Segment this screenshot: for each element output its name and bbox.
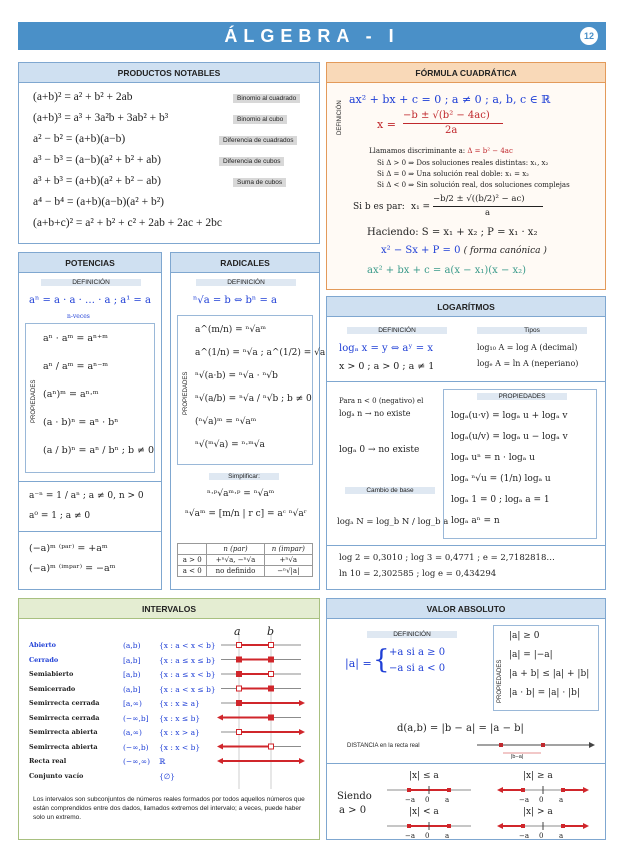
potencias-divider xyxy=(19,481,161,482)
arrow-left xyxy=(217,715,223,721)
interval-endpoint xyxy=(269,744,274,749)
interval-endpoint xyxy=(269,686,274,691)
va-prop: |a · b| = |a| · |b| xyxy=(509,688,580,698)
va-tick-label: a xyxy=(559,832,564,840)
producto-label: Suma de cubos xyxy=(233,178,286,187)
va-def-label: DEFINICIÓN xyxy=(367,631,457,638)
logaritmos-panel xyxy=(326,296,606,590)
log-prop: logₐ aⁿ = n xyxy=(451,516,500,526)
rad-table-row xyxy=(178,566,313,577)
disc-def: Δ = b² − 4ac xyxy=(467,147,513,155)
log-def-cond: x > 0 ; a > 0 ; a ≠ 1 xyxy=(339,361,435,372)
intervalo-set: {x : a ≤ x ≤ b} xyxy=(159,655,216,665)
canonica: x² − Sx + P = 0 xyxy=(381,245,461,256)
producto-label: Binomio al cuadrado xyxy=(233,94,300,103)
disc-case-1: Si Δ > 0 ⇒ Dos soluciones reales distintas: x₁, x₂ xyxy=(377,159,549,167)
potencias-impar: (−a)ᵐ ⁽ⁱᵐᵖᵃʳ⁾ = −aᵐ xyxy=(29,563,116,574)
rad-table-cell: a > 0 xyxy=(178,555,207,566)
intervalo-notation: (−∞,∞) xyxy=(123,757,151,766)
intervalo-set: {x : a < x ≤ b} xyxy=(159,684,216,694)
va-dist-mark: |b−a| xyxy=(511,754,524,760)
producto-formula: a³ − b³ = (a−b)(a² + b² + ab) xyxy=(33,154,161,166)
bpar-den: a xyxy=(485,208,491,218)
intervalo-set: {x : x > a} xyxy=(159,728,200,737)
va-tick-label: −a xyxy=(519,796,530,804)
valor-absoluto-panel xyxy=(326,598,606,840)
potencias-zero: a⁰ = 1 ; a ≠ 0 xyxy=(29,511,91,521)
interval-endpoint xyxy=(237,643,242,648)
va-tick-label: 0 xyxy=(539,796,544,804)
intervalo-notation: [a,b) xyxy=(123,670,141,679)
potencias-panel xyxy=(18,252,162,590)
col-b: b xyxy=(267,625,275,638)
intervalo-name: Cerrado xyxy=(29,655,59,664)
haciendo: Haciendo: S = x₁ + x₂ ; P = x₁ · x₂ xyxy=(367,227,538,238)
va-divider xyxy=(327,763,605,764)
productos-panel xyxy=(18,62,320,244)
va-prop: |a + b| ≤ |a| + |b| xyxy=(509,669,590,679)
log-zero: logₐ 0 → no existe xyxy=(339,445,420,455)
va-tick-label: −a xyxy=(405,796,416,804)
producto-formula: (a+b+c)² = a² + b² + c² + 2ab + 2ac + 2bc xyxy=(33,217,222,229)
radical-prop: a^(m/n) = ⁿ√aᵐ xyxy=(195,325,267,335)
intervalo-name: Semirrecta abierta xyxy=(29,728,98,736)
intervalo-name: Semirrecta cerrada xyxy=(29,713,100,722)
radical-prop: ⁿ√(a·b) = ⁿ√a · ⁿ√b xyxy=(195,371,278,381)
potencia-prop: (a · b)ⁿ = aⁿ · bⁿ xyxy=(43,417,119,428)
log-divider-2 xyxy=(327,545,605,546)
disc-intro xyxy=(369,147,513,155)
intervalo-set: {x : a < x < b} xyxy=(159,641,216,650)
bpar-num: −b/2 ± √((b/2)² − ac) xyxy=(433,194,525,204)
potencias-neg: a⁻ⁿ = 1 / aⁿ ; a ≠ 0, n > 0 xyxy=(29,491,144,501)
va-tick-label: −a xyxy=(405,832,416,840)
radicales-def-label: DEFINICIÓN xyxy=(196,279,296,286)
arrow-left xyxy=(217,758,223,764)
intervalo-set: {∅} xyxy=(159,771,176,781)
intervalo-name: Semicerrado xyxy=(29,684,76,693)
bpar-lhs: x₁ = xyxy=(411,202,431,212)
rad-table-cell: a < 0 xyxy=(178,566,207,577)
log-prop: logₐ(u·v) = logₐ u + logₐ v xyxy=(451,411,568,421)
cuadratica-def-label: DEFINICIÓN xyxy=(337,100,343,135)
potencias-divider-2 xyxy=(19,531,161,532)
va-tick-label: a xyxy=(445,832,450,840)
va-dist: d(a,b) = |b − a| = |a − b| xyxy=(397,723,524,734)
arrow-right xyxy=(299,729,305,735)
log-neg-a: Para n < 0 (negativo) el xyxy=(339,397,424,405)
producto-label: Diferencia de cuadrados xyxy=(219,136,297,145)
cuadratica-eq: ax² + bx + c = 0 ; a ≠ 0 ; a, b, c ∈ ℝ xyxy=(349,93,551,106)
intervalos-title: INTERVALOS xyxy=(19,599,319,619)
va-ineq-label: |x| ≤ a xyxy=(409,771,439,781)
interval-endpoint xyxy=(237,730,242,735)
rad-table-cell: −ⁿ√|a| xyxy=(264,566,312,577)
va-tick-label: 0 xyxy=(425,796,430,804)
intervalo-notation: (a,b] xyxy=(123,684,141,694)
log-prop: logₐ uⁿ = n · logₐ u xyxy=(451,453,535,463)
canonica-row xyxy=(381,245,547,256)
log-divider xyxy=(327,381,605,382)
potencia-prop: (aⁿ)ᵐ = aⁿ·ᵐ xyxy=(43,389,99,400)
bpar-bar xyxy=(433,206,543,207)
potencia-prop: aⁿ / aᵐ = aⁿ⁻ᵐ xyxy=(43,361,109,372)
intervalos-panel xyxy=(18,598,320,840)
factor: ax² + bx + c = a(x − x₁)(x − x₂) xyxy=(367,265,527,276)
radicales-prop-label: PROPIEDADES xyxy=(183,371,189,415)
interval-endpoint xyxy=(237,657,242,662)
va-tick-label: 0 xyxy=(425,832,430,840)
page-number: 12 xyxy=(580,27,598,45)
va-ineq-label: |x| > a xyxy=(523,807,553,817)
cuadratica-x-den: 2a xyxy=(445,125,458,136)
cuadratica-title: FÓRMULA CUADRÁTICA xyxy=(327,63,605,83)
log-def-label: DEFINICIÓN xyxy=(347,327,447,334)
log-tipo-2: logₑ A = ln A (neperiano) xyxy=(477,359,579,368)
potencias-def: aⁿ = a · a · … · a ; a¹ = a xyxy=(29,295,151,306)
intervalos-note: Los intervalos son subconjuntos de números reales formados por todos aquellos números que están comprendidos entre dos dados, llamados extremos del intervalo; a veces, puede haber solo un extremo. xyxy=(33,796,305,821)
rad-table-cell: +ⁿ√a, −ⁿ√a xyxy=(207,555,264,566)
va-def-brace: { xyxy=(373,645,390,675)
log-values-1: log 2 = 0,3010 ; log 3 = 0,4771 ; e = 2,7182818… xyxy=(339,553,555,563)
radical-prop: ⁿ√(a/b) = ⁿ√a / ⁿ√b ; b ≠ 0 xyxy=(195,394,312,404)
logaritmos-title: LOGARÍTMOS xyxy=(327,297,605,317)
intervalo-notation: (−∞,b) xyxy=(123,742,149,752)
radicales-table xyxy=(177,543,313,577)
va-title: VALOR ABSOLUTO xyxy=(327,599,605,619)
cambio-label: Cambio de base xyxy=(345,487,435,494)
bpar-label: Si b es par: xyxy=(353,202,405,212)
interval-endpoint xyxy=(237,701,242,706)
log-prop: logₐ 1 = 0 ; logₐ a = 1 xyxy=(451,495,550,505)
simp-1: ⁿ·ᵖ√aᵐ·ᵖ = ⁿ√aᵐ xyxy=(207,489,275,499)
potencias-prop-label: PROPIEDADES xyxy=(31,379,37,423)
va-ineq-label: |x| ≥ a xyxy=(523,771,553,781)
producto-formula: a⁴ − b⁴ = (a+b)(a−b)(a² + b²) xyxy=(33,196,164,208)
radical-prop: (ⁿ√a)ᵐ = ⁿ√aᵐ xyxy=(195,417,257,427)
rad-table-head xyxy=(178,544,313,555)
va-def-lhs: |a| = xyxy=(345,657,372,670)
col-a: a xyxy=(234,625,241,638)
interval-endpoint xyxy=(237,672,242,677)
potencia-prop: (a / b)ⁿ = aⁿ / bⁿ ; b ≠ 0 xyxy=(43,445,155,456)
cuadratica-x-num: −b ± √(b² − 4ac) xyxy=(403,110,490,121)
producto-formula: (a+b)³ = a³ + 3a²b + 3ab² + b³ xyxy=(33,112,169,124)
arrow-left xyxy=(217,744,223,750)
log-values-2: ln 10 = 2,302585 ; log e = 0,434294 xyxy=(339,569,497,579)
interval-endpoint xyxy=(269,672,274,677)
interval-endpoint xyxy=(269,715,274,720)
producto-label: Diferencia de cubos xyxy=(219,157,284,166)
intervalo-notation: [a,∞) xyxy=(123,699,142,708)
intervalo-name: Semiabierto xyxy=(29,670,74,678)
rad-table-header xyxy=(178,544,207,555)
interval-endpoint xyxy=(237,686,242,691)
fraction-bar xyxy=(403,123,503,124)
radical-prop: a^(1/n) = ⁿ√a ; a^(1/2) = √a xyxy=(195,348,326,358)
disc-case-3: Si Δ < 0 ⇒ Sin solución real, dos soluciones complejas xyxy=(377,181,570,189)
log-prop: logₐ ⁿ√u = (1/n) logₐ u xyxy=(451,474,551,484)
rad-table-row xyxy=(178,555,313,566)
radical-prop: ⁿ√(ᵐ√a) = ⁿ·ᵐ√a xyxy=(195,440,265,450)
va-prop: |a| ≥ 0 xyxy=(509,631,540,641)
interval-endpoint xyxy=(269,643,274,648)
intervalo-name: Semirrecta abierta xyxy=(29,742,98,751)
log-prop-label: PROPIEDADES xyxy=(477,393,567,400)
va-case-2: −a si a < 0 xyxy=(389,663,446,674)
va-prop: |a| = |−a| xyxy=(509,650,553,660)
producto-formula: a³ + b³ = (a+b)(a² + b² − ab) xyxy=(33,175,161,187)
simp-label: Simplificar: xyxy=(209,473,279,480)
rad-table-header: n (impar) xyxy=(264,544,312,555)
va-siendo-2: a > 0 xyxy=(339,805,367,816)
intervalo-set: {x : a ≤ x < b} xyxy=(159,670,216,679)
va-case-1: +a si a ≥ 0 xyxy=(389,647,446,658)
cuadratica-x-lhs: x = xyxy=(377,118,396,131)
va-prop-label: PROPIEDADES xyxy=(497,659,503,703)
va-tick-label: a xyxy=(445,796,450,804)
cuadratica-panel xyxy=(326,62,606,290)
arrow-right xyxy=(299,758,305,764)
title-text: ÁLGEBRA - I xyxy=(224,26,400,46)
intervalo-name: Conjunto vacío xyxy=(29,771,84,780)
va-ineq-label: |x| < a xyxy=(409,807,439,817)
va-tick-label: −a xyxy=(519,832,530,840)
intervalo-notation: (a,∞) xyxy=(123,728,142,737)
potencias-def-note: n-veces xyxy=(67,313,90,320)
intervalo-name: Abierto xyxy=(29,641,56,649)
disc-case-2: Si Δ = 0 ⇒ Una solución real doble: x₁ = x₂ xyxy=(377,170,529,178)
log-neg-b: logₐ n → no existe xyxy=(339,409,411,418)
va-dist-line xyxy=(477,735,597,759)
intervalo-name: Semirrecta cerrada xyxy=(29,699,100,707)
potencias-par: (−a)ᵐ ⁽ᵖᵃʳ⁾ = +aᵐ xyxy=(29,543,108,554)
cambio: logₐ N = log_b N / log_b a xyxy=(337,517,449,527)
potencias-title: POTENCIAS xyxy=(19,253,161,273)
log-def: logₐ x = y ⇔ aʸ = x xyxy=(339,343,433,354)
va-siendo: Siendo xyxy=(337,791,372,802)
va-tick-label: a xyxy=(559,796,564,804)
arrow-right xyxy=(299,700,305,706)
log-tipo-1: log₁₀ A = log A (decimal) xyxy=(477,343,578,352)
intervalo-name: Recta real xyxy=(29,757,67,765)
radicales-title: RADICALES xyxy=(171,253,319,273)
log-prop: logₐ(u/v) = logₐ u − logₐ v xyxy=(451,432,568,442)
disc-intro-text: Llamamos discriminante a: xyxy=(369,147,466,155)
radicales-panel xyxy=(170,252,326,590)
producto-formula: (a+b)² = a² + b² + 2ab xyxy=(33,91,133,103)
productos-title: PRODUCTOS NOTABLES xyxy=(19,63,319,83)
log-tipos-label: Tipos xyxy=(477,327,587,334)
intervalo-set: {x : x ≥ a} xyxy=(159,699,200,708)
intervalo-set: {x : x ≤ b} xyxy=(159,713,201,723)
va-tick-label: 0 xyxy=(539,832,544,840)
radicales-def: ⁿ√a = b ⇔ bⁿ = a xyxy=(193,295,277,306)
intervalo-set: ℝ xyxy=(159,757,166,766)
rad-table-header: n (par) xyxy=(207,544,264,555)
potencia-prop: aⁿ · aᵐ = aⁿ⁺ᵐ xyxy=(43,333,108,344)
intervalo-set: {x : x < b} xyxy=(159,742,201,752)
intervalo-notation: (a,b) xyxy=(123,641,141,650)
page-title xyxy=(18,22,606,50)
simp-2: ⁿ√aᵐ = [m/n | r c] = aᶜ ⁿ√aʳ xyxy=(185,509,307,519)
rad-table-cell: no definido xyxy=(207,566,264,577)
intervalo-notation: [a,b] xyxy=(123,655,141,665)
intervalo-notation: (−∞,b] xyxy=(123,713,149,723)
interval-endpoint xyxy=(269,657,274,662)
producto-formula: a² − b² = (a+b)(a−b) xyxy=(33,133,126,145)
canonica-note: ( forma canónica ) xyxy=(463,246,547,256)
producto-label: Binomio al cubo xyxy=(233,115,287,124)
va-dist-label: DISTANCIA en la recta real xyxy=(347,743,420,749)
potencias-def-label: DEFINICIÓN xyxy=(41,279,141,286)
rad-table-cell: +ⁿ√a xyxy=(264,555,312,566)
